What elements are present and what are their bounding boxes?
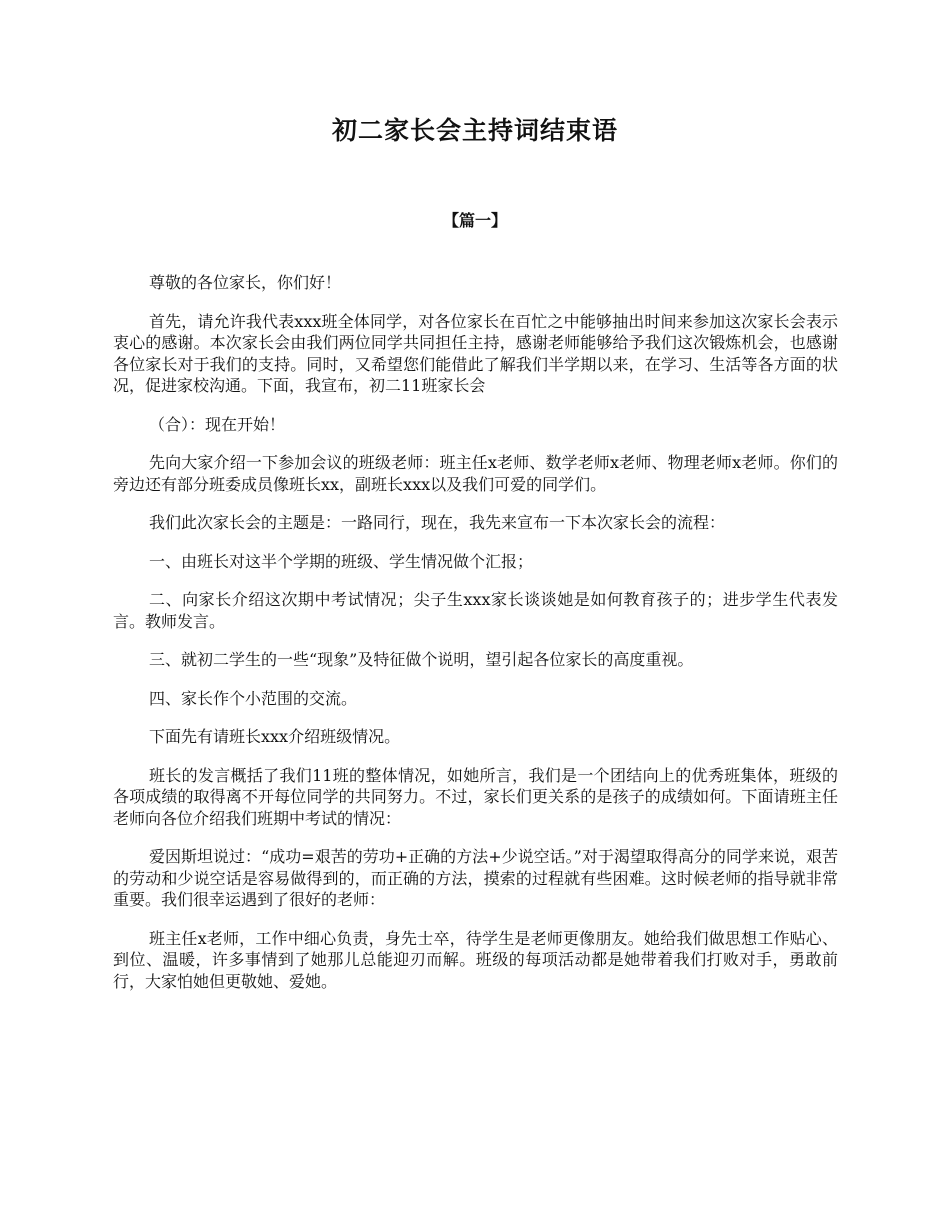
- paragraph: 爱因斯坦说过：“成功=艰苦的劳功+正确的方法+少说空话。”对于渴望取得高分的同学来说，艰苦的劳动和少说空话是容易做得到的，而正确的方法，摸索的过程就有些困难。这时候老师的指导就非常重要。我们很幸运遇到了很好的老师：: [113, 847, 838, 909]
- paragraph: 尊敬的各位家长，你们好！: [149, 273, 342, 292]
- paragraph: 班长的发言概括了我们11班的整体情况，如她所言，我们是一个团结向上的优秀班集体，班级的各项成绩的取得离不开每位同学的共同努力。不过，家长们更关系的是孩子的成绩如何。下面请班主任老师向各位介绍我们班期中考试的情况：: [113, 765, 838, 828]
- paragraph: 下面先有请班长xxx介绍班级情况。: [149, 727, 401, 746]
- paragraph: 班主任x老师，工作中细心负责，身先士卒，待学生是老师更像朋友。她给我们做思想工作贴心、到位、温暖，许多事情到了她那儿总能迎刃而解。班级的每项活动都是她带着我们打败对手，勇敢前行，大家怕她但更敬她、爱她。: [113, 928, 838, 991]
- paragraph: 三、就初二学生的一些“现象”及特征做个说明，望引起各位家长的高度重视。: [149, 650, 694, 669]
- paragraph: 先向大家介绍一下参加会议的班级老师：班主任x老师、数学老师x老师、物理老师x老师。你们的旁边还有部分班委成员像班长xx，副班长xxx以及我们可爱的同学们。: [113, 453, 838, 494]
- paragraph: 我们此次家长会的主题是：一路同行，现在，我先来宣布一下本次家长会的流程：: [149, 513, 726, 532]
- paragraph: 首先，请允许我代表xxx班全体同学，对各位家长在百忙之中能够抽出时间来参加这次家长会表示衷心的感谢。本次家长会由我们两位同学共同担任主持，感谢老师能够给予我们这次锻炼机会，也感谢各位家长对于我们的支持。同时，又希望您们能借此了解我们半学期以来，在学习、生活等各方面的状况，促进家校沟通。下面，我宣布，初二11班家长会: [113, 311, 838, 395]
- paragraph: （合）：现在开始！: [149, 414, 286, 434]
- paragraph: 二、向家长介绍这次期中考试情况；尖子生xxx家长谈谈她是如何教育孩子的；进步学生代表发言。教师发言。: [113, 590, 838, 631]
- document-body: [113, 272, 838, 1009]
- paragraph: 一、由班长对这半个学期的班级、学生情况做个汇报；: [149, 551, 534, 571]
- document-title: 初二家长会主持词结束语: [331, 116, 618, 145]
- section-heading: 【篇一】: [442, 211, 507, 230]
- paragraph: 四、家长作个小范围的交流。: [149, 688, 358, 708]
